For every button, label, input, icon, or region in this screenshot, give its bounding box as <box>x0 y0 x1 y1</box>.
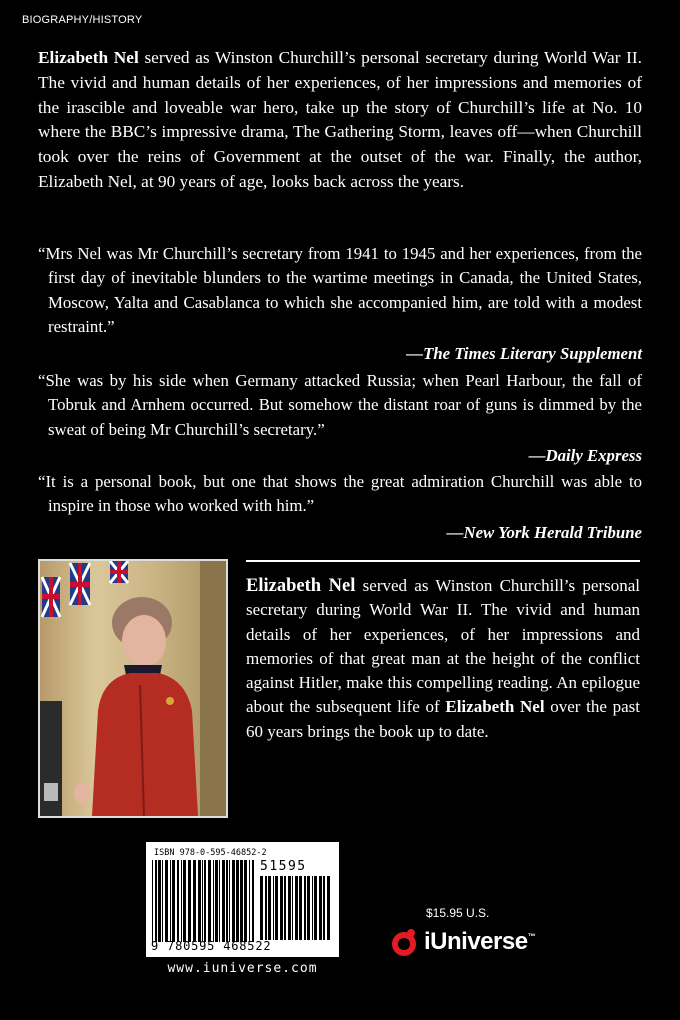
ean-digits: 9 780595 468522 <box>151 939 272 953</box>
bio-text: over the past 60 years brings the book up to date. <box>246 697 641 741</box>
publisher-name: iUniverse™ <box>424 928 536 955</box>
publisher-logo <box>389 925 535 959</box>
publisher-url: www.iuniverse.com <box>167 961 318 976</box>
barcode-bar <box>307 876 310 940</box>
barcode-bar <box>177 860 179 942</box>
barcode-bar <box>327 876 330 940</box>
barcode-bar <box>162 860 163 942</box>
barcode-bar <box>314 876 317 940</box>
barcode-bar <box>222 860 225 942</box>
barcode-bar <box>265 876 267 940</box>
union-flag-icon <box>42 577 60 617</box>
barcode-bar <box>226 860 228 942</box>
price-label: $15.95 U.S. <box>426 906 490 920</box>
author-name: Elizabeth Nel <box>38 48 139 67</box>
author-photo-illustration <box>40 561 226 816</box>
barcode-bar <box>288 876 291 940</box>
barcode-bar <box>219 860 220 942</box>
addon-barcode-bars <box>260 876 332 940</box>
barcode-bar <box>280 876 283 940</box>
author-photo <box>38 559 228 818</box>
barcode-bar <box>183 860 186 942</box>
barcode-bar <box>312 876 313 940</box>
intro-text: served as Winston Churchill’s personal secretary during World War II. The vivid and human details of her experiences, of her impressions and memories of the irascible and loveable war hero, take up the story of Churchill’s life at No. 10 where the BBC’s impressive drama, The Gathering Storm, leaves off—when Churchill took over the reins of Government at the outset of the war. Finally, the author, Elizabeth Nel, at 90 years of age, looks back across the years. <box>38 48 642 191</box>
barcode-bar <box>323 876 325 940</box>
barcode-bar <box>204 860 206 942</box>
price-code-digits: 51595 <box>260 859 307 874</box>
quote-source: —Daily Express <box>528 446 642 466</box>
barcode-bar <box>268 876 271 940</box>
barcode-bar <box>229 860 230 942</box>
barcode-bar <box>158 860 161 942</box>
barcode-bar <box>198 860 201 942</box>
barcode-bar <box>260 876 263 940</box>
section-divider <box>246 560 640 562</box>
barcode-bar <box>155 860 157 942</box>
quote-source: —New York Herald Tribune <box>446 522 642 542</box>
barcode-bar <box>188 860 191 942</box>
quote-block <box>38 369 642 469</box>
barcode-bar <box>215 860 218 942</box>
barcode-bar <box>240 860 243 942</box>
barcode-bar <box>244 860 247 942</box>
isbn-label: ISBN 978-0-595-46852-2 <box>154 848 267 858</box>
quote-source: —The Times Literary Supplement <box>406 343 642 363</box>
barcode-bar <box>202 860 203 942</box>
barcode-bar <box>292 876 293 940</box>
author-name: Elizabeth Nel <box>246 576 356 596</box>
intro-paragraph <box>38 46 642 195</box>
quote-text: “It is a personal book, but one that shows the great admiration Churchill was able to inspire in those who worked with him.” <box>38 472 642 516</box>
barcode-bar <box>193 860 196 942</box>
quote-text: “Mrs Nel was Mr Churchill’s secretary from 1941 to 1945 and her experiences, from the first day of inevitable blunders to the wartime meetings in Canada, the United States, Moscow, Yalta and Casablanca to which she accompanied him, are told with a modest restraint.” <box>38 244 642 337</box>
barcode-bar <box>236 860 239 942</box>
barcode-bar <box>295 876 298 940</box>
barcode-bar <box>284 876 286 940</box>
barcode-bar <box>275 876 278 940</box>
bio-text: served as Winston Churchill’s personal secretary during World War II. The vivid and human details of her experiences, of her impressions and memories of that great man at the height of the conflict against Hitler, make this compelling reading. An epilogue about the subsequent life of <box>246 576 640 717</box>
barcode <box>146 842 339 957</box>
barcode-bar <box>232 860 235 942</box>
barcode-bar <box>208 860 211 942</box>
barcode-bar <box>252 860 254 942</box>
barcode-bar <box>213 860 214 942</box>
quote-block <box>38 470 642 545</box>
barcode-bar <box>152 860 153 942</box>
iuniverse-logo-icon <box>389 927 419 957</box>
barcode-bar <box>319 876 322 940</box>
barcode-bar <box>165 860 168 942</box>
category-label: BIOGRAPHY/HISTORY <box>22 14 143 26</box>
ean-barcode-bars <box>152 860 256 942</box>
barcode-bar <box>170 860 171 942</box>
union-flag-icon <box>70 563 90 605</box>
bio-paragraph <box>246 574 640 744</box>
barcode-bar <box>273 876 274 940</box>
author-name: Elizabeth Nel <box>445 697 545 717</box>
barcode-bar <box>299 876 302 940</box>
barcode-bar <box>304 876 306 940</box>
union-flag-icon <box>110 561 128 583</box>
barcode-bar <box>172 860 175 942</box>
quote-text: “She was by his side when Germany attacked Russia; when Pearl Harbour, the fall of Tobruk and Arnhem occurred. But somehow the distant roar of guns is dimmed by the sweat of being Mr Churchill’s secretary.” <box>38 371 642 439</box>
barcode-bar <box>249 860 250 942</box>
barcode-bar <box>181 860 182 942</box>
quote-block <box>38 242 642 366</box>
